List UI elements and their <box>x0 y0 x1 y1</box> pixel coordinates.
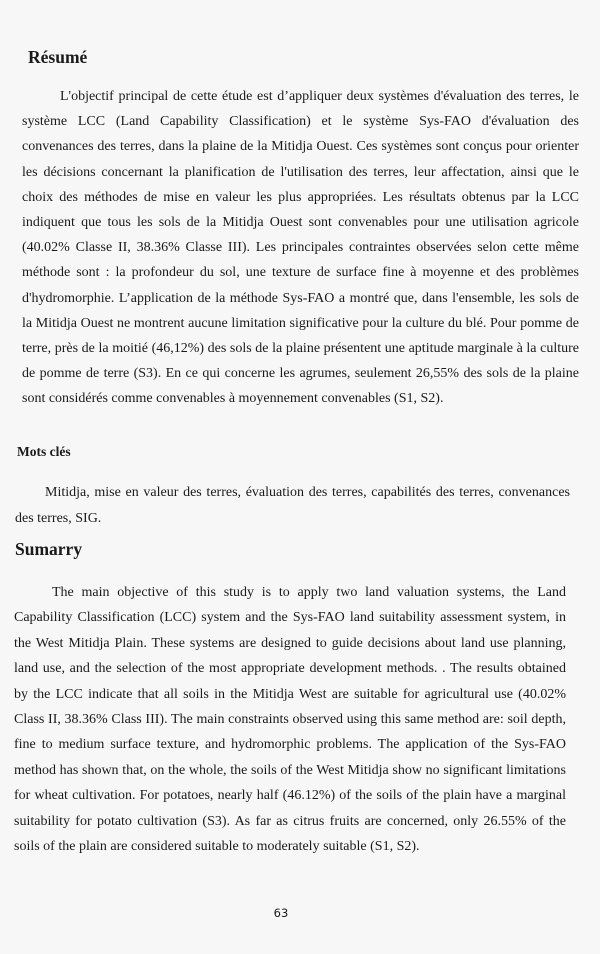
summary-paragraph: The main objective of this study is to apply two land valuation systems, the Land Capability Classification (LCC) system and the Sys-FAO land suitability assessment system, in the West Mitidja Plain. These systems are designed to guide decisions about land use planning, land use, and the selection of the most appropriate development methods. . The results obtained by the LCC indicate that all soils in the Mitidja West are suitable for agricultural use (40.02% Class II, 38.36% Class III). The main constraints observed using this same method are: soil depth, fine to medium surface texture, and hydromorphic problems. The application of the Sys-FAO method has shown that, on the whole, the soils of the West Mitidja show no significant limitations for wheat cultivation. For potatoes, nearly half (46.12%) of the soils of the plain have a marginal suitability for potato cultivation (S3). As far as citrus fruits are concerned, only 26.55% of the soils of the plain are considered suitable to moderately suitable (S1, S2). <box>14 585 566 855</box>
page-number: 63 <box>273 906 289 920</box>
resume-heading: Résumé <box>28 47 88 67</box>
keywords-paragraph: Mitidja, mise en valeur des terres, évaluation des terres, capabilités des terres, convenances des terres, SIG. <box>15 485 570 526</box>
summary-heading: Sumarry <box>15 539 83 559</box>
keywords-heading: Mots clés <box>17 444 71 459</box>
resume-paragraph: L'objectif principal de cette étude est d’appliquer deux systèmes d'évaluation des terres, le système LCC (Land Capability Classification) et le système Sys-FAO d'évaluation des convenances des terres, dans la plaine de la Mitidja Ouest. Ces systèmes sont conçus pour orienter les décisions concernant la planification de l'utilisation des terres, leur affectation, ainsi que le choix des méthodes de mise en valeur les plus appropriées. Les résultats obtenus par la LCC indiquent que tous les sols de la Mitidja Ouest sont convenables pour une utilisation agricole (40.02% Classe II, 38.36% Classe III). Les principales contraintes observées selon cette même méthode sont : la profondeur du sol, une texture de surface fine à moyenne et des problèmes d'hydromorphie. L’application de la méthode Sys-FAO a montré que, dans l'ensemble, les sols de la Mitidja Ouest ne montrent aucune limitation significative pour la culture du blé. Pour pomme de terre, près de la moitié (46,12%) des sols de la plaine présentent une aptitude marginale à la culture de pomme de terre (S3). En ce qui concerne les agrumes, seulement 26,55% des sols de la plaine sont considérés comme convenables à moyennement convenables (S1, S2). <box>22 89 579 407</box>
